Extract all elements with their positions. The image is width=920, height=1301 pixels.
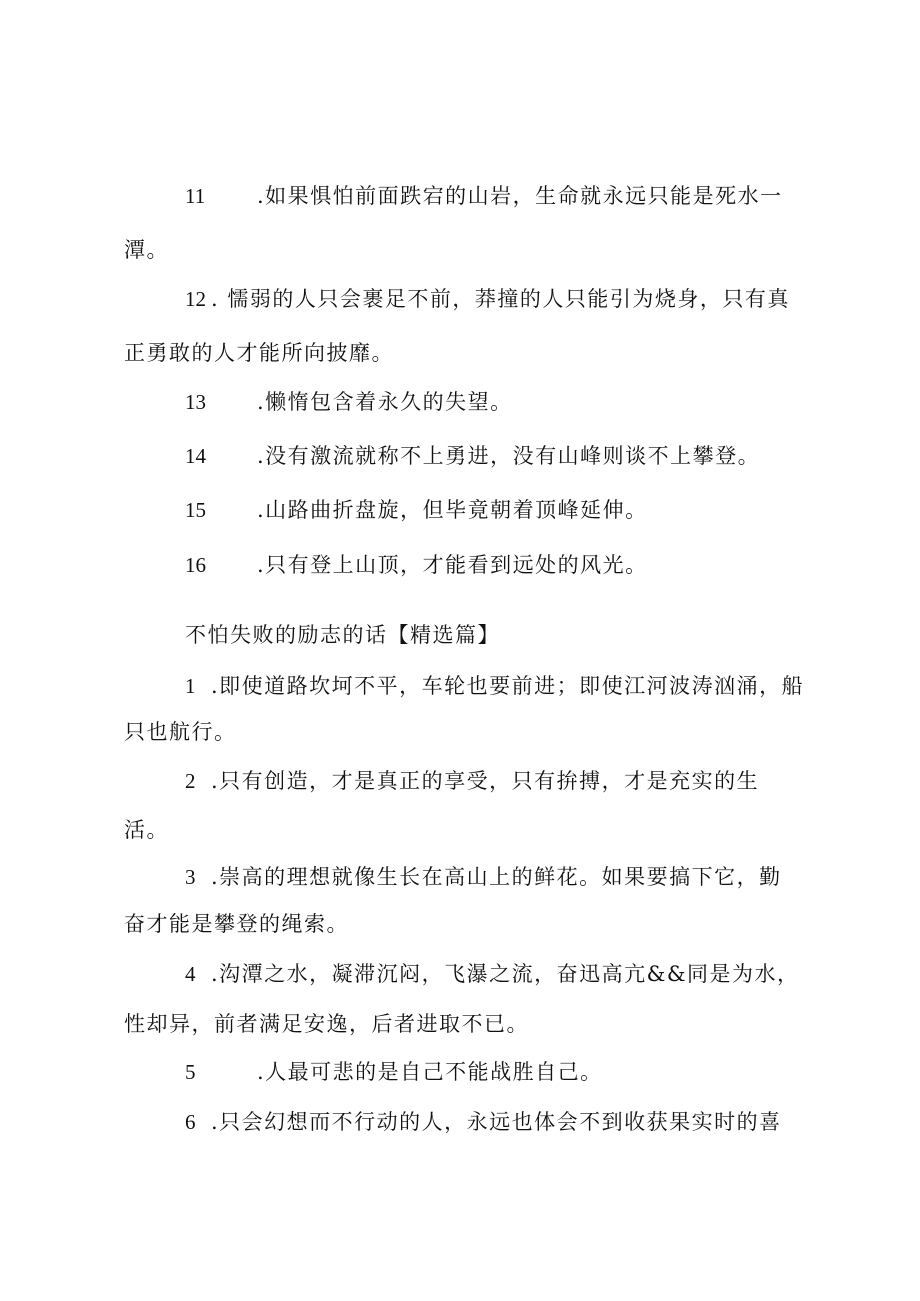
item-number: 14 bbox=[185, 444, 206, 468]
item-number: 4 bbox=[185, 962, 196, 986]
item-text: .没有激流就称不上勇进，没有山峰则谈不上攀登。 bbox=[257, 444, 761, 468]
item-number: 16 bbox=[185, 553, 206, 577]
item-number: 6 bbox=[185, 1110, 196, 1134]
list-item bbox=[185, 551, 648, 579]
item-text: .只会幻想而不行动的人，永远也体会不到收获果实时的喜 bbox=[211, 1110, 782, 1134]
item-number: 11 bbox=[185, 184, 206, 208]
item-number: 13 bbox=[185, 390, 206, 414]
item-text: .懒惰包含着永久的失望。 bbox=[257, 390, 513, 414]
list-item bbox=[185, 442, 760, 470]
item-number: 5 bbox=[185, 1060, 196, 1084]
item-number: 1 bbox=[185, 674, 196, 698]
section-title: 不怕失败的励志的话【精选篇】 bbox=[185, 623, 500, 647]
item-text: .只有登上山顶，才能看到远处的风光。 bbox=[257, 553, 648, 577]
list-item bbox=[185, 496, 648, 524]
list-item bbox=[185, 1058, 603, 1086]
list-item bbox=[185, 672, 804, 700]
item-text: .山路曲折盘旋，但毕竟朝着顶峰延伸。 bbox=[257, 498, 648, 522]
list-item bbox=[185, 863, 782, 891]
item-number: 12 bbox=[185, 287, 206, 311]
item-text: . 懦弱的人只会裹足不前，莽撞的人只能引为烧身，只有真 bbox=[211, 287, 790, 311]
item-continuation: 只也航行。 bbox=[124, 720, 237, 744]
item-number: 3 bbox=[185, 865, 196, 889]
list-item bbox=[185, 182, 783, 210]
item-continuation: 性却异，前者满足安逸，后者进取不已。 bbox=[124, 1012, 529, 1036]
item-number: 15 bbox=[185, 498, 206, 522]
item-continuation: 潭。 bbox=[124, 238, 169, 262]
item-continuation: 活。 bbox=[124, 818, 169, 842]
list-item bbox=[185, 767, 759, 795]
item-text: .沟潭之水，凝滞沉闷，飞瀑之流，奋迅高亢&&同是为水， bbox=[211, 962, 800, 986]
list-item bbox=[185, 960, 800, 988]
item-text: .如果惧怕前面跌宕的山岩，生命就永远只能是死水一 bbox=[257, 184, 783, 208]
item-text: .只有创造，才是真正的享受，只有拚搏，才是充实的生 bbox=[211, 769, 760, 793]
list-item bbox=[185, 285, 790, 313]
item-continuation: 正勇敢的人才能所向披靡。 bbox=[124, 341, 394, 365]
list-item bbox=[185, 388, 513, 416]
item-text: .即使道路坎坷不平，车轮也要前进；即使江河波涛汹涌，船 bbox=[211, 674, 805, 698]
item-number: 2 bbox=[185, 769, 196, 793]
item-text: .崇高的理想就像生长在高山上的鲜花。如果要搞下它，勤 bbox=[211, 865, 782, 889]
item-continuation: 奋才能是攀登的绳索。 bbox=[124, 912, 349, 936]
item-text: .人最可悲的是自己不能战胜自己。 bbox=[257, 1060, 603, 1084]
list-item bbox=[185, 1108, 782, 1136]
